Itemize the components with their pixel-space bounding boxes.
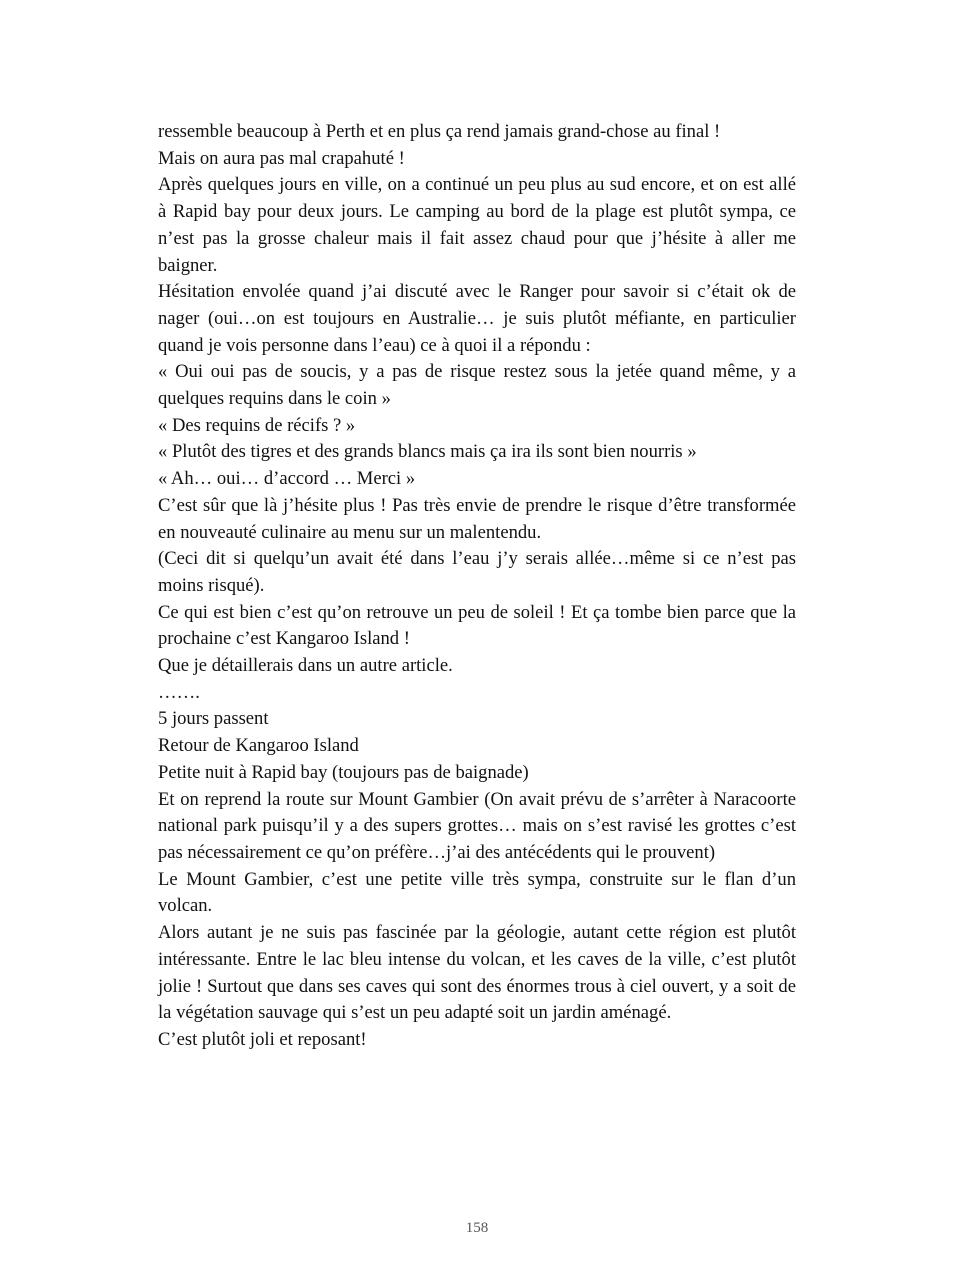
paragraph: « Plutôt des tigres et des grands blancs mais ça ira ils sont bien nourris »: [158, 441, 697, 463]
paragraph: Hésitation envolée quand j’ai discuté avec le Ranger pour savoir si c’était ok de nager (oui…on est toujours en Australie… je suis plutôt méfiante, en particulier quand je vois personne dans l’eau) ce à quoi il a répondu :: [158, 281, 796, 356]
body-text: [158, 119, 796, 1054]
paragraph: « Des requins de récifs ? »: [158, 414, 356, 436]
paragraph: Le Mount Gambier, c’est une petite ville très sympa, construite sur le flan d’un volcan.: [158, 868, 796, 917]
paragraph: « Ah… oui… d’accord … Merci »: [158, 468, 416, 490]
paragraph: Après quelques jours en ville, on a continué un peu plus au sud encore, et on est allé à Rapid bay pour deux jours. Le camping au bord de la plage est plutôt sympa, ce n’est pas la grosse chaleur mais il fait assez chaud pour que j’hésite à aller me baigner.: [158, 174, 796, 276]
paragraph: 5 jours passent: [158, 708, 269, 730]
paragraph: Mais on aura pas mal crapahuté !: [158, 147, 405, 169]
paragraph: Petite nuit à Rapid bay (toujours pas de baignade): [158, 761, 529, 783]
paragraph: Ce qui est bien c’est qu’on retrouve un peu de soleil ! Et ça tombe bien parce que la prochaine c’est Kangaroo Island !: [158, 601, 796, 650]
page-number: 158: [465, 1220, 489, 1236]
paragraph: « Oui oui pas de soucis, y a pas de risque restez sous la jetée quand même, y a quelques requins dans le coin »: [158, 361, 796, 410]
paragraph: C’est sûr que là j’hésite plus ! Pas très envie de prendre le risque d’être transformée en nouveauté culinaire au menu sur un malentendu.: [158, 494, 796, 543]
paragraph: …….: [158, 681, 200, 703]
paragraph: C’est plutôt joli et reposant!: [158, 1028, 367, 1050]
paragraph: ressemble beaucoup à Perth et en plus ça rend jamais grand-chose au final !: [158, 121, 721, 142]
paragraph: Retour de Kangaroo Island: [158, 735, 359, 757]
paragraph: (Ceci dit si quelqu’un avait été dans l’eau j’y serais allée…même si ce n’est pas moins risqué).: [158, 548, 796, 596]
paragraph: Et on reprend la route sur Mount Gambier (On avait prévu de s’arrêter à Naracoorte national park puisqu’il y a des supers grottes… mais on s’est ravisé les grottes c’est pas nécessairement ce qu’on préfère…j’ai des antécédents qui le prouvent): [158, 788, 796, 863]
paragraph: Alors autant je ne suis pas fascinée par la géologie, autant cette région est plutôt intéressante. Entre le lac bleu intense du volcan, et les caves de la ville, c’est plutôt jolie ! Surtout que dans ses caves qui sont des énormes trous à ciel ouvert, y a soit de la végétation sauvage qui s’est un peu adapté soit un jardin aménagé.: [158, 922, 796, 1024]
paragraph: Que je détaillerais dans un autre article.: [158, 655, 453, 677]
